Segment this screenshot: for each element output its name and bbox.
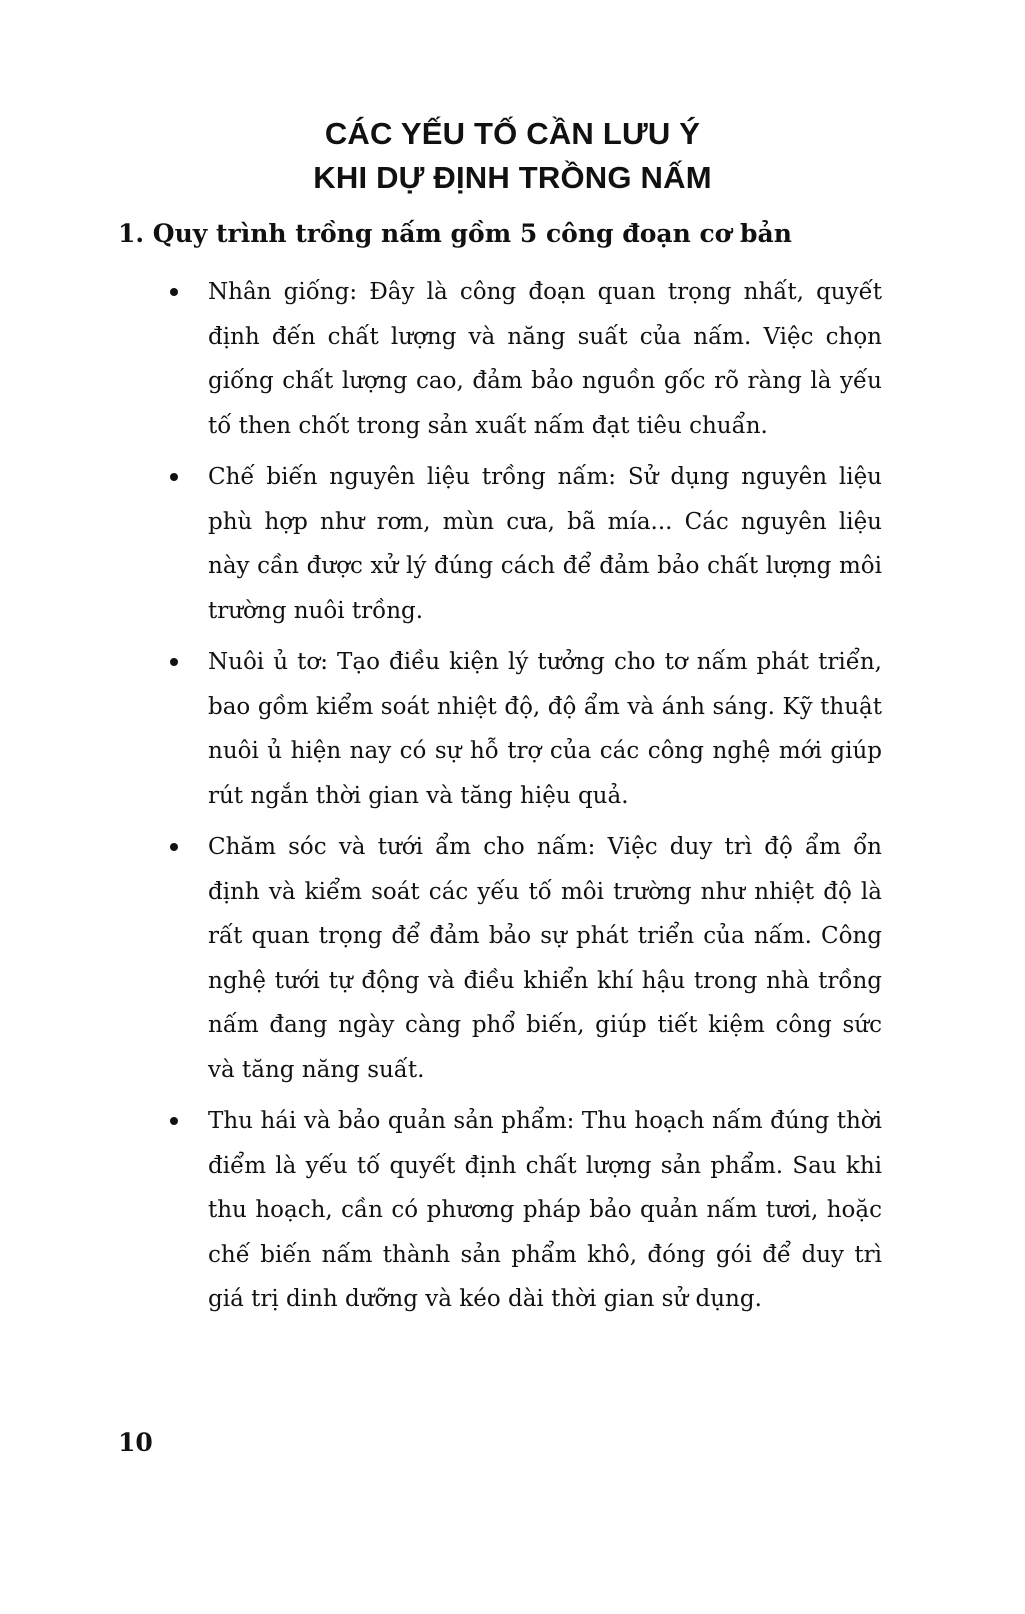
list-item <box>160 640 882 818</box>
list-item <box>160 455 882 633</box>
list-item-text: Thu hái và bảo quản sản phẩm: Thu hoạch nấm đúng thời điểm là yếu tố quyết định chất lượng sản phẩm. Sau khi thu hoạch, cần có phương pháp bảo quản nấm tươi, hoặc chế biến nấm thành sản phẩm khô, đóng gói để duy trì giá trị dinh dưỡng và kéo dài thời gian sử dụng. <box>208 1108 882 1312</box>
page-title-line-2: KHI DỰ ĐỊNH TRỒNG NẤM <box>313 160 712 195</box>
bullet-icon <box>170 473 178 481</box>
list-item-text: Chế biến nguyên liệu trồng nấm: Sử dụng nguyên liệu phù hợp như rơm, mùn cưa, bã mía... Các nguyên liệu này cần được xử lý đúng cách để đảm bảo chất lượng môi trường nuôi trồng. <box>208 464 882 624</box>
list-item <box>160 270 882 448</box>
bullet-list <box>160 270 882 1329</box>
bullet-icon <box>170 658 178 666</box>
section-heading: 1. Quy trình trồng nấm gồm 5 công đoạn cơ bản <box>118 219 792 248</box>
page-title-line-1: CÁC YẾU TỐ CẦN LƯU Ý <box>324 116 701 151</box>
list-item <box>160 1099 882 1322</box>
bullet-icon <box>170 843 178 851</box>
bullet-icon <box>170 288 178 296</box>
bullet-icon <box>170 1117 178 1125</box>
list-item-text: Nhân giống: Đây là công đoạn quan trọng nhất, quyết định đến chất lượng và năng suất của nấm. Việc chọn giống chất lượng cao, đảm bảo nguồn gốc rõ ràng là yếu tố then chốt trong sản xuất nấm đạt tiêu chuẩn. <box>208 279 882 439</box>
list-item-text: Nuôi ủ tơ: Tạo điều kiện lý tưởng cho tơ nấm phát triển, bao gồm kiểm soát nhiệt độ, độ ẩm và ánh sáng. Kỹ thuật nuôi ủ hiện nay có sự hỗ trợ của các công nghệ mới giúp rút ngắn thời gian và tăng hiệu quả. <box>208 649 882 809</box>
list-item-text: Chăm sóc và tưới ẩm cho nấm: Việc duy trì độ ẩm ổn định và kiểm soát các yếu tố môi trường như nhiệt độ là rất quan trọng để đảm bảo sự phát triển của nấm. Công nghệ tưới tự động và điều khiển khí hậu trong nhà trồng nấm đang ngày càng phổ biến, giúp tiết kiệm công sức và tăng năng suất. <box>208 834 882 1083</box>
page-number: 10 <box>118 1428 153 1457</box>
page-title <box>0 112 1025 200</box>
list-item <box>160 825 882 1092</box>
